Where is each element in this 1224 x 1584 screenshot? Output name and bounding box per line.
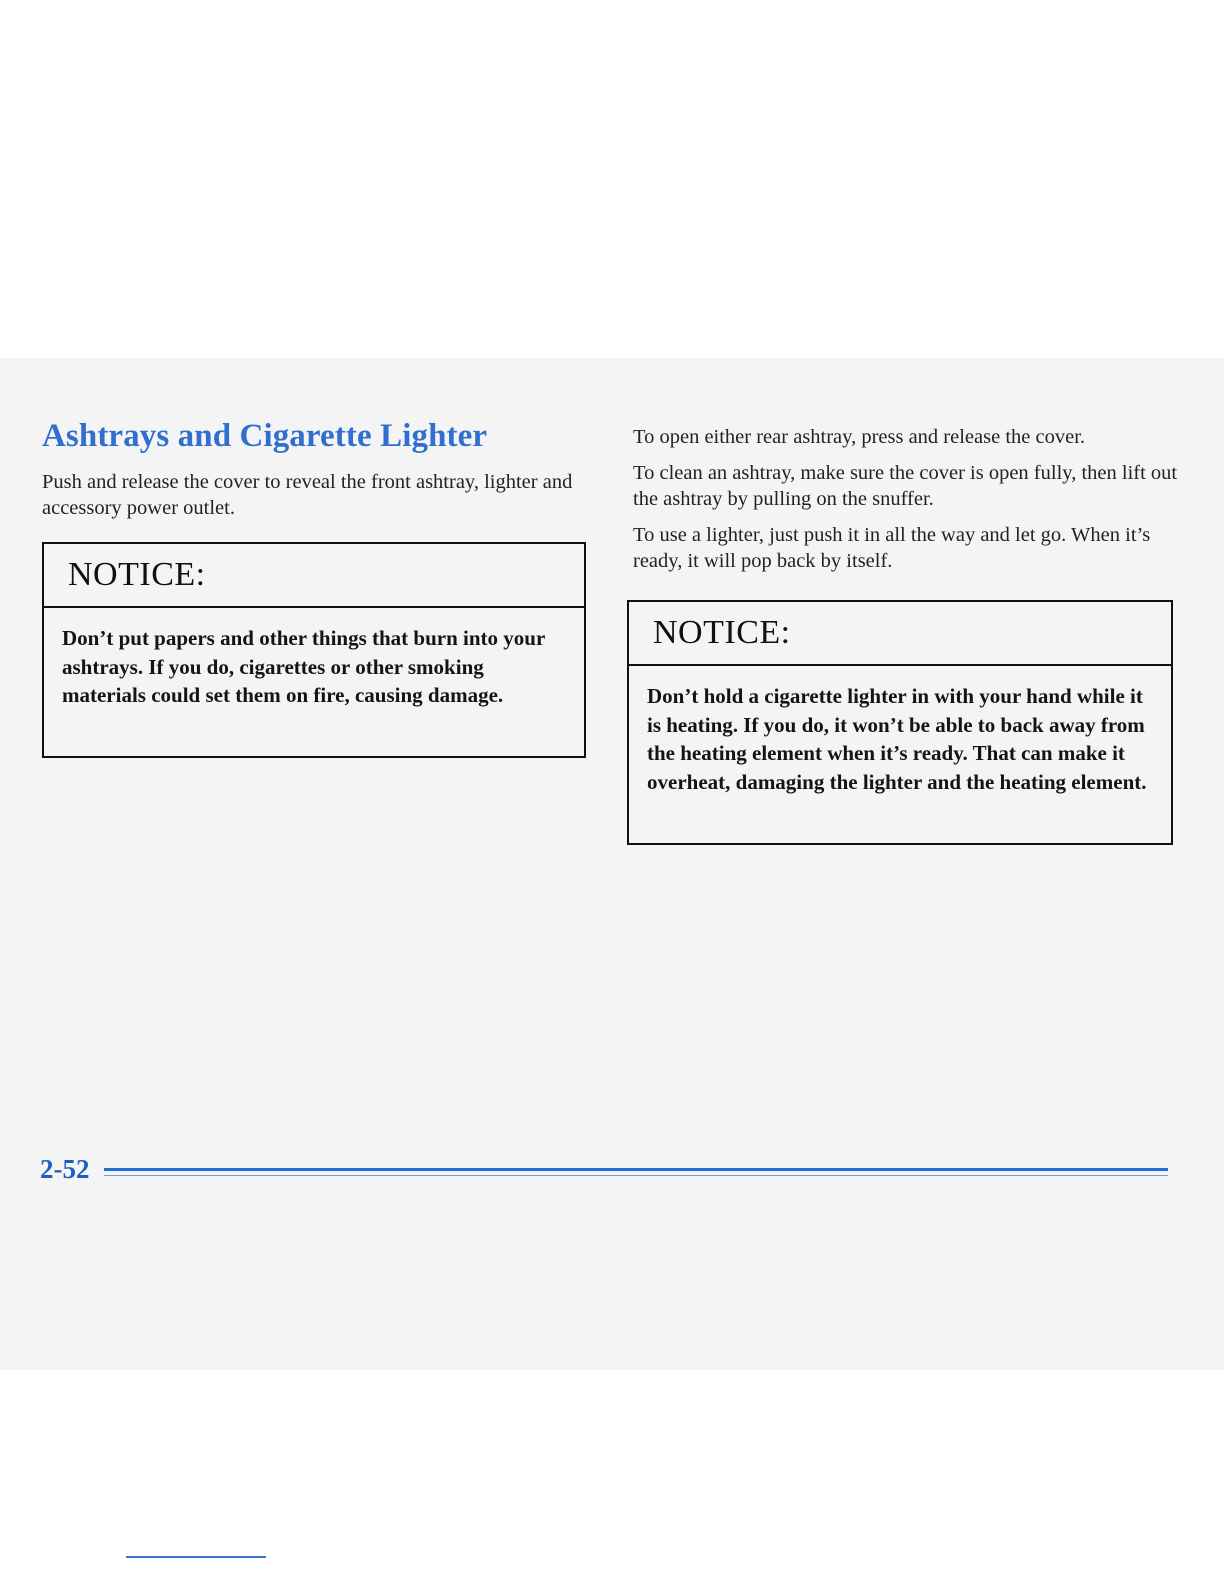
page-number: 2-52 bbox=[40, 1154, 90, 1184]
right-paragraphs bbox=[633, 424, 1185, 584]
link-underline bbox=[126, 1556, 266, 1558]
paragraph-rear-ashtray: To open either rear ashtray, press and release the cover. bbox=[633, 426, 1086, 448]
intro-paragraph: Push and release the cover to reveal the front ashtray, lighter and accessory power outlet. bbox=[42, 471, 573, 519]
section-heading: Ashtrays and Cigarette Lighter bbox=[42, 418, 488, 454]
notice-title: NOTICE: bbox=[653, 614, 791, 651]
paragraph-clean-ashtray: To clean an ashtray, make sure the cover is open fully, then lift out the ashtray by pulling on the snuffer. bbox=[633, 462, 1178, 510]
footer-rule-thin bbox=[104, 1175, 1168, 1176]
page-footer bbox=[40, 1154, 1170, 1184]
manual-page bbox=[0, 358, 1224, 1370]
notice-body: Don’t hold a cigarette lighter in with your hand while it is heating. If you do, it won’t be able to back away from the heating element when it’s ready. That can make it overheat, damaging the lighter and the heating element. bbox=[647, 684, 1147, 794]
notice-header bbox=[629, 602, 1171, 666]
notice-title: NOTICE: bbox=[68, 556, 206, 593]
paragraph-use-lighter: To use a lighter, just push it in all the way and let go. When it’s ready, it will pop back by itself. bbox=[633, 524, 1151, 572]
footer-rule bbox=[104, 1168, 1168, 1171]
notice-box-ashtray bbox=[42, 542, 586, 758]
notice-box-lighter bbox=[627, 600, 1173, 845]
notice-body: Don’t put papers and other things that burn into your ashtrays. If you do, cigarettes or other smoking materials could set them on fire, causing damage. bbox=[62, 626, 545, 707]
notice-header bbox=[44, 544, 584, 608]
